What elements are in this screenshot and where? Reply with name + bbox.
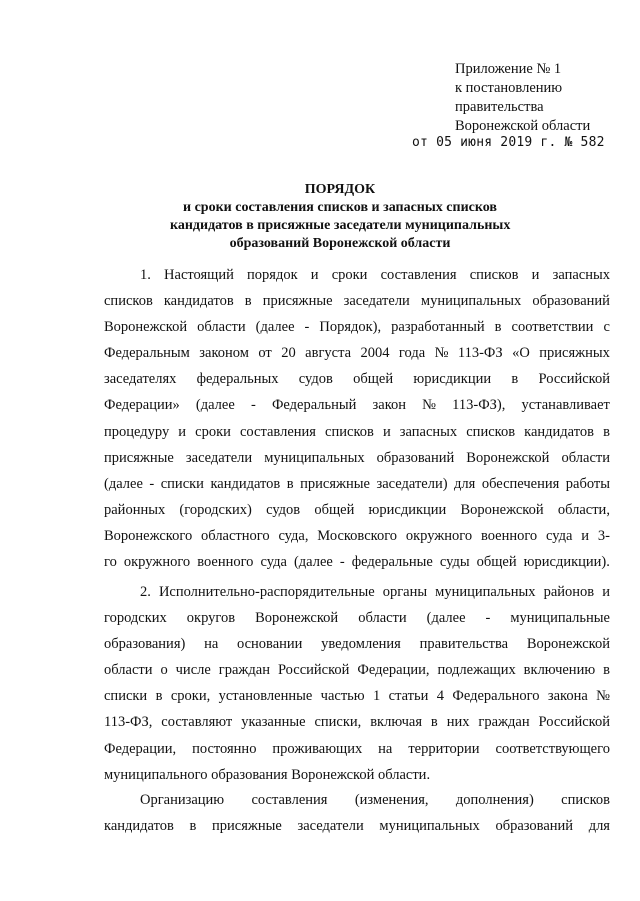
word: в xyxy=(430,714,438,731)
word: закон xyxy=(372,397,407,414)
word: составления xyxy=(251,792,328,808)
word: для xyxy=(588,818,610,835)
word: округов xyxy=(186,610,236,627)
word: юрисдикции). xyxy=(523,554,610,571)
word: Воронежской xyxy=(104,319,188,336)
word: процедуру xyxy=(104,423,170,440)
word: муниципальные xyxy=(510,610,610,627)
paragraph-line xyxy=(104,709,610,735)
paragraph-line xyxy=(104,392,610,418)
word: 20 xyxy=(281,345,296,362)
word: постоянно xyxy=(192,740,257,757)
paragraph-line xyxy=(104,340,610,366)
word: Воронежской xyxy=(466,449,550,466)
paragraph-line xyxy=(104,288,610,314)
word: кандидатов xyxy=(163,293,234,310)
word: образований xyxy=(532,293,610,310)
word: суда xyxy=(546,527,573,544)
paragraph-line xyxy=(104,314,610,340)
word: кандидатов xyxy=(210,475,281,492)
word: и xyxy=(531,267,540,283)
word: городских xyxy=(104,610,167,627)
word: (далее xyxy=(426,610,466,627)
word: в xyxy=(511,371,519,388)
word: суды xyxy=(439,554,470,571)
word: присяжные xyxy=(104,449,174,466)
paragraph-line xyxy=(104,497,610,523)
word: и xyxy=(581,527,590,544)
word: для xyxy=(454,475,476,492)
word: 3- xyxy=(597,527,610,544)
word: разработанный xyxy=(391,319,485,336)
word: в xyxy=(286,475,294,492)
word: присяжные xyxy=(212,818,282,835)
paragraph-line xyxy=(104,445,610,471)
appendix-line: правительства xyxy=(455,99,544,115)
word: (далее xyxy=(293,554,333,571)
word: граждан xyxy=(218,662,270,679)
title-heading: ПОРЯДОК xyxy=(304,182,376,197)
word: «О xyxy=(512,345,530,362)
word: органы xyxy=(382,584,428,600)
word: суда xyxy=(260,554,287,571)
word: в xyxy=(494,319,502,336)
word: составляют xyxy=(161,714,233,731)
word: порядок xyxy=(247,267,298,283)
word: муниципальных xyxy=(379,818,480,835)
word: Федеральным xyxy=(104,345,190,362)
paragraph-line: муниципального образования Воронежской области. xyxy=(104,766,431,783)
word: 1. xyxy=(140,267,151,283)
word: области xyxy=(358,610,407,627)
word: заседатели) xyxy=(376,475,448,492)
paragraph-line xyxy=(104,471,610,497)
word: - xyxy=(339,554,345,571)
word: списков xyxy=(104,293,153,310)
word: юрисдикции xyxy=(413,371,492,388)
paragraph-line xyxy=(104,605,610,631)
word: списков xyxy=(469,267,519,283)
word: списков xyxy=(561,792,610,808)
word: федеральные xyxy=(351,554,433,571)
word: областного xyxy=(201,527,270,544)
word: Настоящий xyxy=(164,267,234,283)
word: го xyxy=(104,554,117,571)
word: основании xyxy=(237,636,303,653)
decree-date: от 05 июня 2019 г. № 582 xyxy=(412,135,605,150)
word: сроки xyxy=(331,267,368,283)
word: судов xyxy=(266,501,301,518)
word: на xyxy=(204,636,219,653)
paragraph-3 xyxy=(104,787,610,839)
word: окружного xyxy=(405,527,473,544)
word: в xyxy=(603,662,610,679)
word: на xyxy=(378,740,393,757)
word: составления xyxy=(240,423,316,440)
word: - xyxy=(485,610,491,627)
word: 2. xyxy=(140,584,151,600)
word: законом xyxy=(199,345,249,362)
word: запасных xyxy=(399,423,458,440)
word: Воронежской xyxy=(526,636,610,653)
word: частью xyxy=(320,688,365,705)
word: Воронежской xyxy=(255,610,339,627)
word: и xyxy=(382,423,391,440)
word: 113-ФЗ), xyxy=(452,397,506,414)
paragraph-line xyxy=(104,631,610,657)
word: № xyxy=(596,688,610,705)
word: сроки xyxy=(195,423,231,440)
title-line: и сроки составления списков и запасных списков xyxy=(183,200,497,215)
word: № xyxy=(422,397,437,414)
paragraph-line xyxy=(104,683,610,709)
paragraph-line xyxy=(104,657,610,683)
word: муниципальных xyxy=(420,293,522,310)
word: судов xyxy=(298,371,333,388)
word: военного xyxy=(480,527,538,544)
word: работы xyxy=(565,475,610,492)
word: запасных xyxy=(552,267,610,283)
appendix-line: к постановлению xyxy=(455,80,563,96)
word: уведомления xyxy=(321,636,401,653)
word: общей xyxy=(314,501,355,518)
word: районов xyxy=(543,584,595,600)
word: (изменения, xyxy=(354,792,429,808)
paragraph-line xyxy=(104,579,610,605)
word: Организацию xyxy=(140,792,225,808)
word: муниципальных xyxy=(435,584,536,600)
word: области xyxy=(104,662,153,679)
word: Воронежской xyxy=(460,501,544,518)
paragraph-1 xyxy=(104,262,610,575)
word: с xyxy=(603,319,610,336)
word: муниципальных xyxy=(264,449,365,466)
word: присяжных xyxy=(539,345,610,362)
word: кандидатов xyxy=(104,818,174,835)
word: - xyxy=(250,397,256,414)
word: образования) xyxy=(104,636,186,653)
paragraph-line xyxy=(104,419,610,445)
word: статьи xyxy=(388,688,429,705)
word: и xyxy=(178,423,187,440)
word: - xyxy=(304,319,310,336)
document-title xyxy=(170,181,510,253)
word: Воронежского xyxy=(104,527,193,544)
word: числе xyxy=(175,662,211,679)
word: соответствующего xyxy=(495,740,610,757)
word: включению xyxy=(523,662,596,679)
word: 113-ФЗ, xyxy=(104,714,153,731)
word: них xyxy=(446,714,470,731)
word: в xyxy=(189,818,197,835)
word: устанавливает xyxy=(521,397,610,414)
paragraph-line xyxy=(104,523,610,549)
word: Федерации, xyxy=(104,740,177,757)
word: Федерации, xyxy=(357,662,430,679)
word: 113-ФЗ xyxy=(457,345,503,362)
word: территории xyxy=(408,740,480,757)
word: в xyxy=(155,688,163,705)
word: области xyxy=(561,449,610,466)
word: и xyxy=(602,584,610,600)
title-line: образований Воронежской области xyxy=(229,236,451,251)
word: в xyxy=(603,423,610,440)
word: 2004 xyxy=(360,345,390,362)
word: Федерации» xyxy=(104,397,180,414)
word: заседатели xyxy=(297,818,364,835)
word: августа xyxy=(305,345,352,362)
word: Российской xyxy=(538,714,610,731)
word: обеспечения xyxy=(481,475,560,492)
paragraph-line xyxy=(104,366,610,392)
word: заседатели xyxy=(185,449,253,466)
word: (далее xyxy=(255,319,295,336)
word: года xyxy=(398,345,426,362)
word: Московского xyxy=(317,527,398,544)
word: военного xyxy=(197,554,254,571)
word: Российской xyxy=(277,662,350,679)
word: 4 xyxy=(436,688,445,705)
word: Федеральный xyxy=(271,397,357,414)
word: федеральных xyxy=(196,371,279,388)
word: 1 xyxy=(373,688,381,705)
word: Порядок), xyxy=(319,319,382,336)
paragraph-line xyxy=(104,549,610,575)
word: списки xyxy=(160,475,204,492)
word: составления xyxy=(380,267,457,283)
word: заседателях xyxy=(104,371,177,388)
word: Федерального xyxy=(452,688,540,705)
word: районных xyxy=(104,501,166,518)
word: списков xyxy=(325,423,374,440)
word: соответствии xyxy=(511,319,594,336)
word: окружного xyxy=(123,554,191,571)
word: в xyxy=(244,293,252,310)
word: указанные xyxy=(241,714,306,731)
word: - xyxy=(149,475,155,492)
word: правительства xyxy=(419,636,509,653)
word: Исполнительно-распорядительные xyxy=(158,584,375,600)
appendix-block xyxy=(455,60,635,136)
word: включая xyxy=(370,714,423,731)
word: и xyxy=(310,267,319,283)
word: граждан xyxy=(478,714,530,731)
appendix-line: Воронежской области xyxy=(455,118,591,134)
word: образований xyxy=(495,818,574,835)
word: образований xyxy=(376,449,455,466)
word: закона xyxy=(547,688,588,705)
paragraph-2 xyxy=(104,579,610,788)
word: (далее xyxy=(104,475,143,492)
word: области, xyxy=(557,501,610,518)
word: установленные xyxy=(218,688,313,705)
word: списки, xyxy=(314,714,362,731)
word: списков xyxy=(466,423,516,440)
word: присяжные xyxy=(262,293,333,310)
word: о xyxy=(160,662,168,679)
paragraph-line xyxy=(104,787,610,813)
word: кандидатов xyxy=(524,423,594,440)
word: дополнения) xyxy=(455,792,534,808)
word: суда, xyxy=(278,527,309,544)
word: общей xyxy=(476,554,517,571)
word: № xyxy=(434,345,449,362)
word: присяжные xyxy=(300,475,370,492)
word: подлежащих xyxy=(437,662,516,679)
word: Российской xyxy=(538,371,610,388)
word: заседатели xyxy=(343,293,410,310)
word: (далее xyxy=(195,397,235,414)
word: области xyxy=(197,319,246,336)
word: (городских) xyxy=(179,501,252,518)
appendix-line: Приложение № 1 xyxy=(455,61,562,77)
word: от xyxy=(258,345,272,362)
word: общей xyxy=(353,371,394,388)
paragraph-line xyxy=(104,262,610,288)
paragraph-line xyxy=(104,813,610,839)
word: юрисдикции xyxy=(368,501,447,518)
word: сроки, xyxy=(170,688,211,705)
paragraph-line xyxy=(104,736,610,762)
word: списки xyxy=(104,688,148,705)
title-line: кандидатов в присяжные заседатели муниципальных xyxy=(170,218,511,233)
word: проживающих xyxy=(272,740,363,757)
